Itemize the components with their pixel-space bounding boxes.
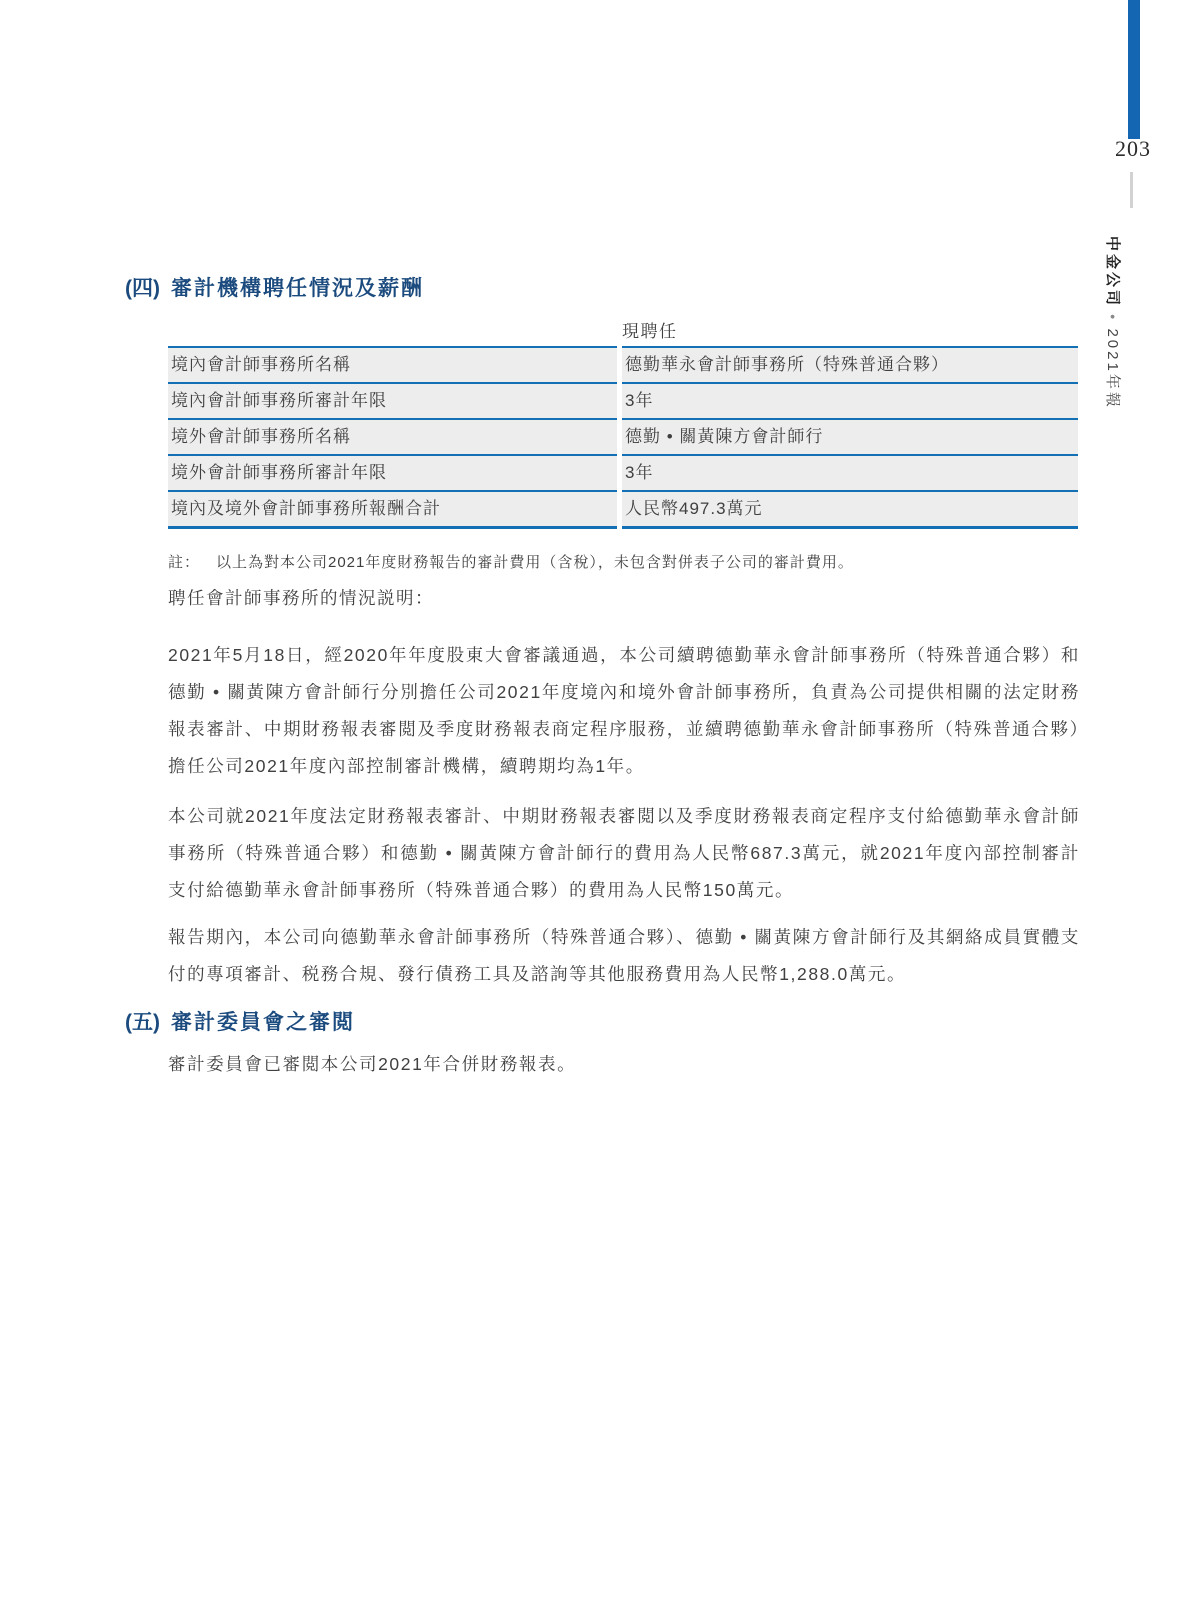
row-label: 境內及境外會計師事務所報酬合計 <box>168 492 617 529</box>
section-5-marker: (五) <box>125 1011 160 1034</box>
row-value: 德勤華永會計師事務所（特殊普通合夥） <box>622 346 1078 384</box>
section-4-heading <box>125 272 424 302</box>
table-row <box>168 384 1078 420</box>
row-value: 3年 <box>622 456 1078 492</box>
row-label: 境外會計師事務所審計年限 <box>168 456 617 492</box>
paragraph-audit-fees: 本公司就2021年度法定財務報表審計、中期財務報表審閲以及季度財務報表商定程序支付給德勤華永會計師事務所（特殊普通合夥）和德勤 • 關黃陳方會計師行的費用為人民幣687.3萬元，就2021年度內部控制審計支付給德勤華永會計師事務所（特殊普通合夥）的費用為人民幣150萬元。 <box>168 806 1080 900</box>
paragraph-engagement-approval: 2021年5月18日，經2020年年度股東大會審議通過，本公司續聘德勤華永會計師事務所（特殊普通合夥）和德勤 • 關黃陳方會計師行分別擔任公司2021年度境內和境外會計師事務所，負責為公司提供相關的法定財務報表審計、中期財務報表審閲及季度財務報表商定程序服務，並續聘德勤華永會計師事務所（特殊普通合夥）擔任公司2021年度內部控制審計機構，續聘期均為1年。 <box>168 645 1080 776</box>
paragraph-other-service-fees: 報告期內，本公司向德勤華永會計師事務所（特殊普通合夥）、德勤 • 關黃陳方會計師行及其網絡成員實體支付的專項審計、税務合規、發行債務工具及諮詢等其他服務費用為人民幣1,288.0萬元。 <box>168 927 1080 984</box>
row-label: 境內會計師事務所名稱 <box>168 346 617 384</box>
footnote-label: 註： <box>168 554 201 571</box>
section-4-marker: (四) <box>125 277 160 300</box>
row-label: 境內會計師事務所審計年限 <box>168 384 617 420</box>
engagement-intro-line: 聘任會計師事務所的情況説明： <box>168 588 434 608</box>
table-column-header: 現聘任 <box>622 322 678 341</box>
section-5-title: 審計委員會之審閲 <box>171 1011 355 1034</box>
table-row <box>168 456 1078 492</box>
page-edge-accent-bar <box>1128 0 1140 139</box>
row-value: 3年 <box>622 384 1078 420</box>
row-value: 德勤 • 關黃陳方會計師行 <box>622 420 1078 456</box>
sidebar-brand <box>1103 236 1124 410</box>
brand-bullet-icon: ● <box>1108 314 1118 323</box>
paragraph-audit-committee-review: 審計委員會已審閲本公司2021年合併財務報表。 <box>168 1054 577 1074</box>
row-value: 人民幣497.3萬元 <box>622 492 1078 529</box>
section-4-title: 審計機構聘任情況及薪酬 <box>171 277 424 300</box>
table-footnote <box>168 551 1080 572</box>
brand-report-year: 2021年報 <box>1104 328 1121 410</box>
page-number-tick <box>1130 172 1133 208</box>
table-row <box>168 492 1078 529</box>
row-label: 境外會計師事務所名稱 <box>168 420 617 456</box>
table-row <box>168 420 1078 456</box>
audit-firms-table <box>168 346 1078 529</box>
brand-company-name: 中金公司 <box>1104 236 1121 309</box>
page-number: 203 <box>1115 136 1151 161</box>
section-5-heading <box>125 1006 355 1036</box>
table-row <box>168 346 1078 384</box>
footnote-text: 以上為對本公司2021年度財務報告的審計費用（含稅），未包含對併表子公司的審計費用。 <box>216 554 854 571</box>
